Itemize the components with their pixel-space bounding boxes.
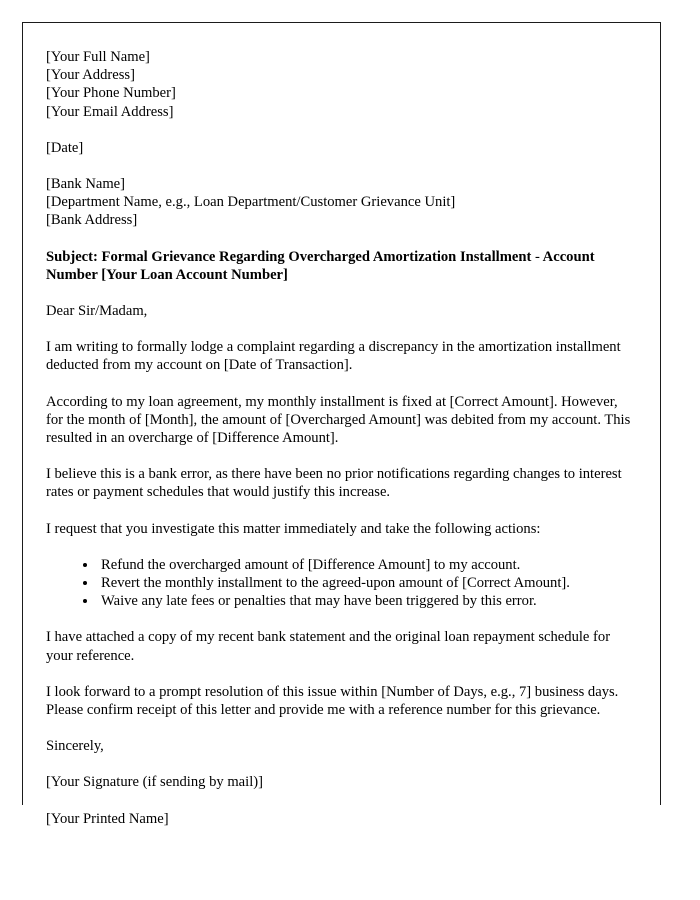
spacer-after-list — [46, 610, 634, 628]
spacer-after-sender — [46, 121, 634, 139]
spacer-before-printed-name — [46, 792, 634, 810]
subject-account-number-text: Account Number [Your Loan Account Number] — [46, 248, 595, 283]
spacer-p3 — [46, 502, 634, 520]
sign-off: Sincerely, — [46, 738, 104, 755]
sender-address-block — [46, 48, 634, 121]
spacer-after-date — [46, 157, 634, 175]
sender-address-line: [Your Address] — [46, 67, 135, 84]
recipient-address-line: [Bank Address] — [46, 212, 138, 229]
printed-name-line: [Your Printed Name] — [46, 810, 169, 827]
list-item: • Waive any late fees or penalties that may have been triggered by this error. — [98, 592, 634, 610]
date-line: [Date] — [46, 139, 84, 156]
spacer-after-signoff — [46, 755, 634, 773]
spacer-p5 — [46, 665, 634, 683]
paragraph-complaint-intro: I am writing to formally lodge a complaint regarding a discrepancy in the amortization installment deducted from my account on [Date of Transaction]. — [46, 339, 621, 374]
spacer-p2 — [46, 447, 634, 465]
subject-main-text: Subject: Formal Grievance Regarding Overcharged Amortization Installment — [46, 248, 532, 265]
salutation: Dear Sir/Madam, — [46, 303, 148, 320]
spacer-before-signoff — [46, 719, 634, 737]
recipient-address-block — [46, 175, 634, 230]
letter-body — [23, 23, 660, 828]
recipient-department-line: [Department Name, e.g., Loan Department/Customer Grievance Unit] — [46, 194, 456, 211]
spacer-before-list — [46, 538, 634, 556]
spacer-after-recipient — [46, 230, 634, 248]
subject-line — [46, 248, 602, 284]
paragraph-attachments: I have attached a copy of my recent bank statement and the original loan repayment schedule for your reference. — [46, 629, 611, 664]
subject-dash: - — [531, 248, 540, 265]
spacer-after-salutation — [46, 320, 634, 338]
sender-phone-line: [Your Phone Number] — [46, 85, 176, 102]
sender-email-line: [Your Email Address] — [46, 103, 174, 120]
paragraph-requested-actions-intro: I request that you investigate this matter immediately and take the following actions: — [46, 520, 541, 537]
recipient-bank-name-line: [Bank Name] — [46, 176, 126, 193]
list-item: • Revert the monthly installment to the agreed-upon amount of [Correct Amount]. — [98, 574, 634, 592]
sender-name-line: [Your Full Name] — [46, 49, 150, 65]
paragraph-bank-error: I believe this is a bank error, as there have been no prior notifications regarding changes to interest rates or payment schedules that would justify this increase. — [46, 466, 622, 501]
signature-placeholder-line: [Your Signature (if sending by mail)] — [46, 774, 263, 791]
spacer-p1 — [46, 375, 634, 393]
paragraph-amount-details: According to my loan agreement, my monthly installment is fixed at [Correct Amount]. However, for the month of [Month], the amount of [Overcharged Amount] was debited from my account. This resulted in an overcharge of [Difference Amount]. — [46, 393, 631, 447]
paragraph-resolution-request: I look forward to a prompt resolution of this issue within [Number of Days, e.g., 7] business days. Please confirm receipt of this letter and provide me with a reference number for this grievance. — [46, 683, 619, 719]
list-item: • Refund the overcharged amount of [Difference Amount] to my account. — [98, 556, 634, 574]
requested-actions-list — [46, 556, 634, 611]
spacer-after-subject — [46, 284, 634, 302]
letter-page — [22, 22, 661, 827]
